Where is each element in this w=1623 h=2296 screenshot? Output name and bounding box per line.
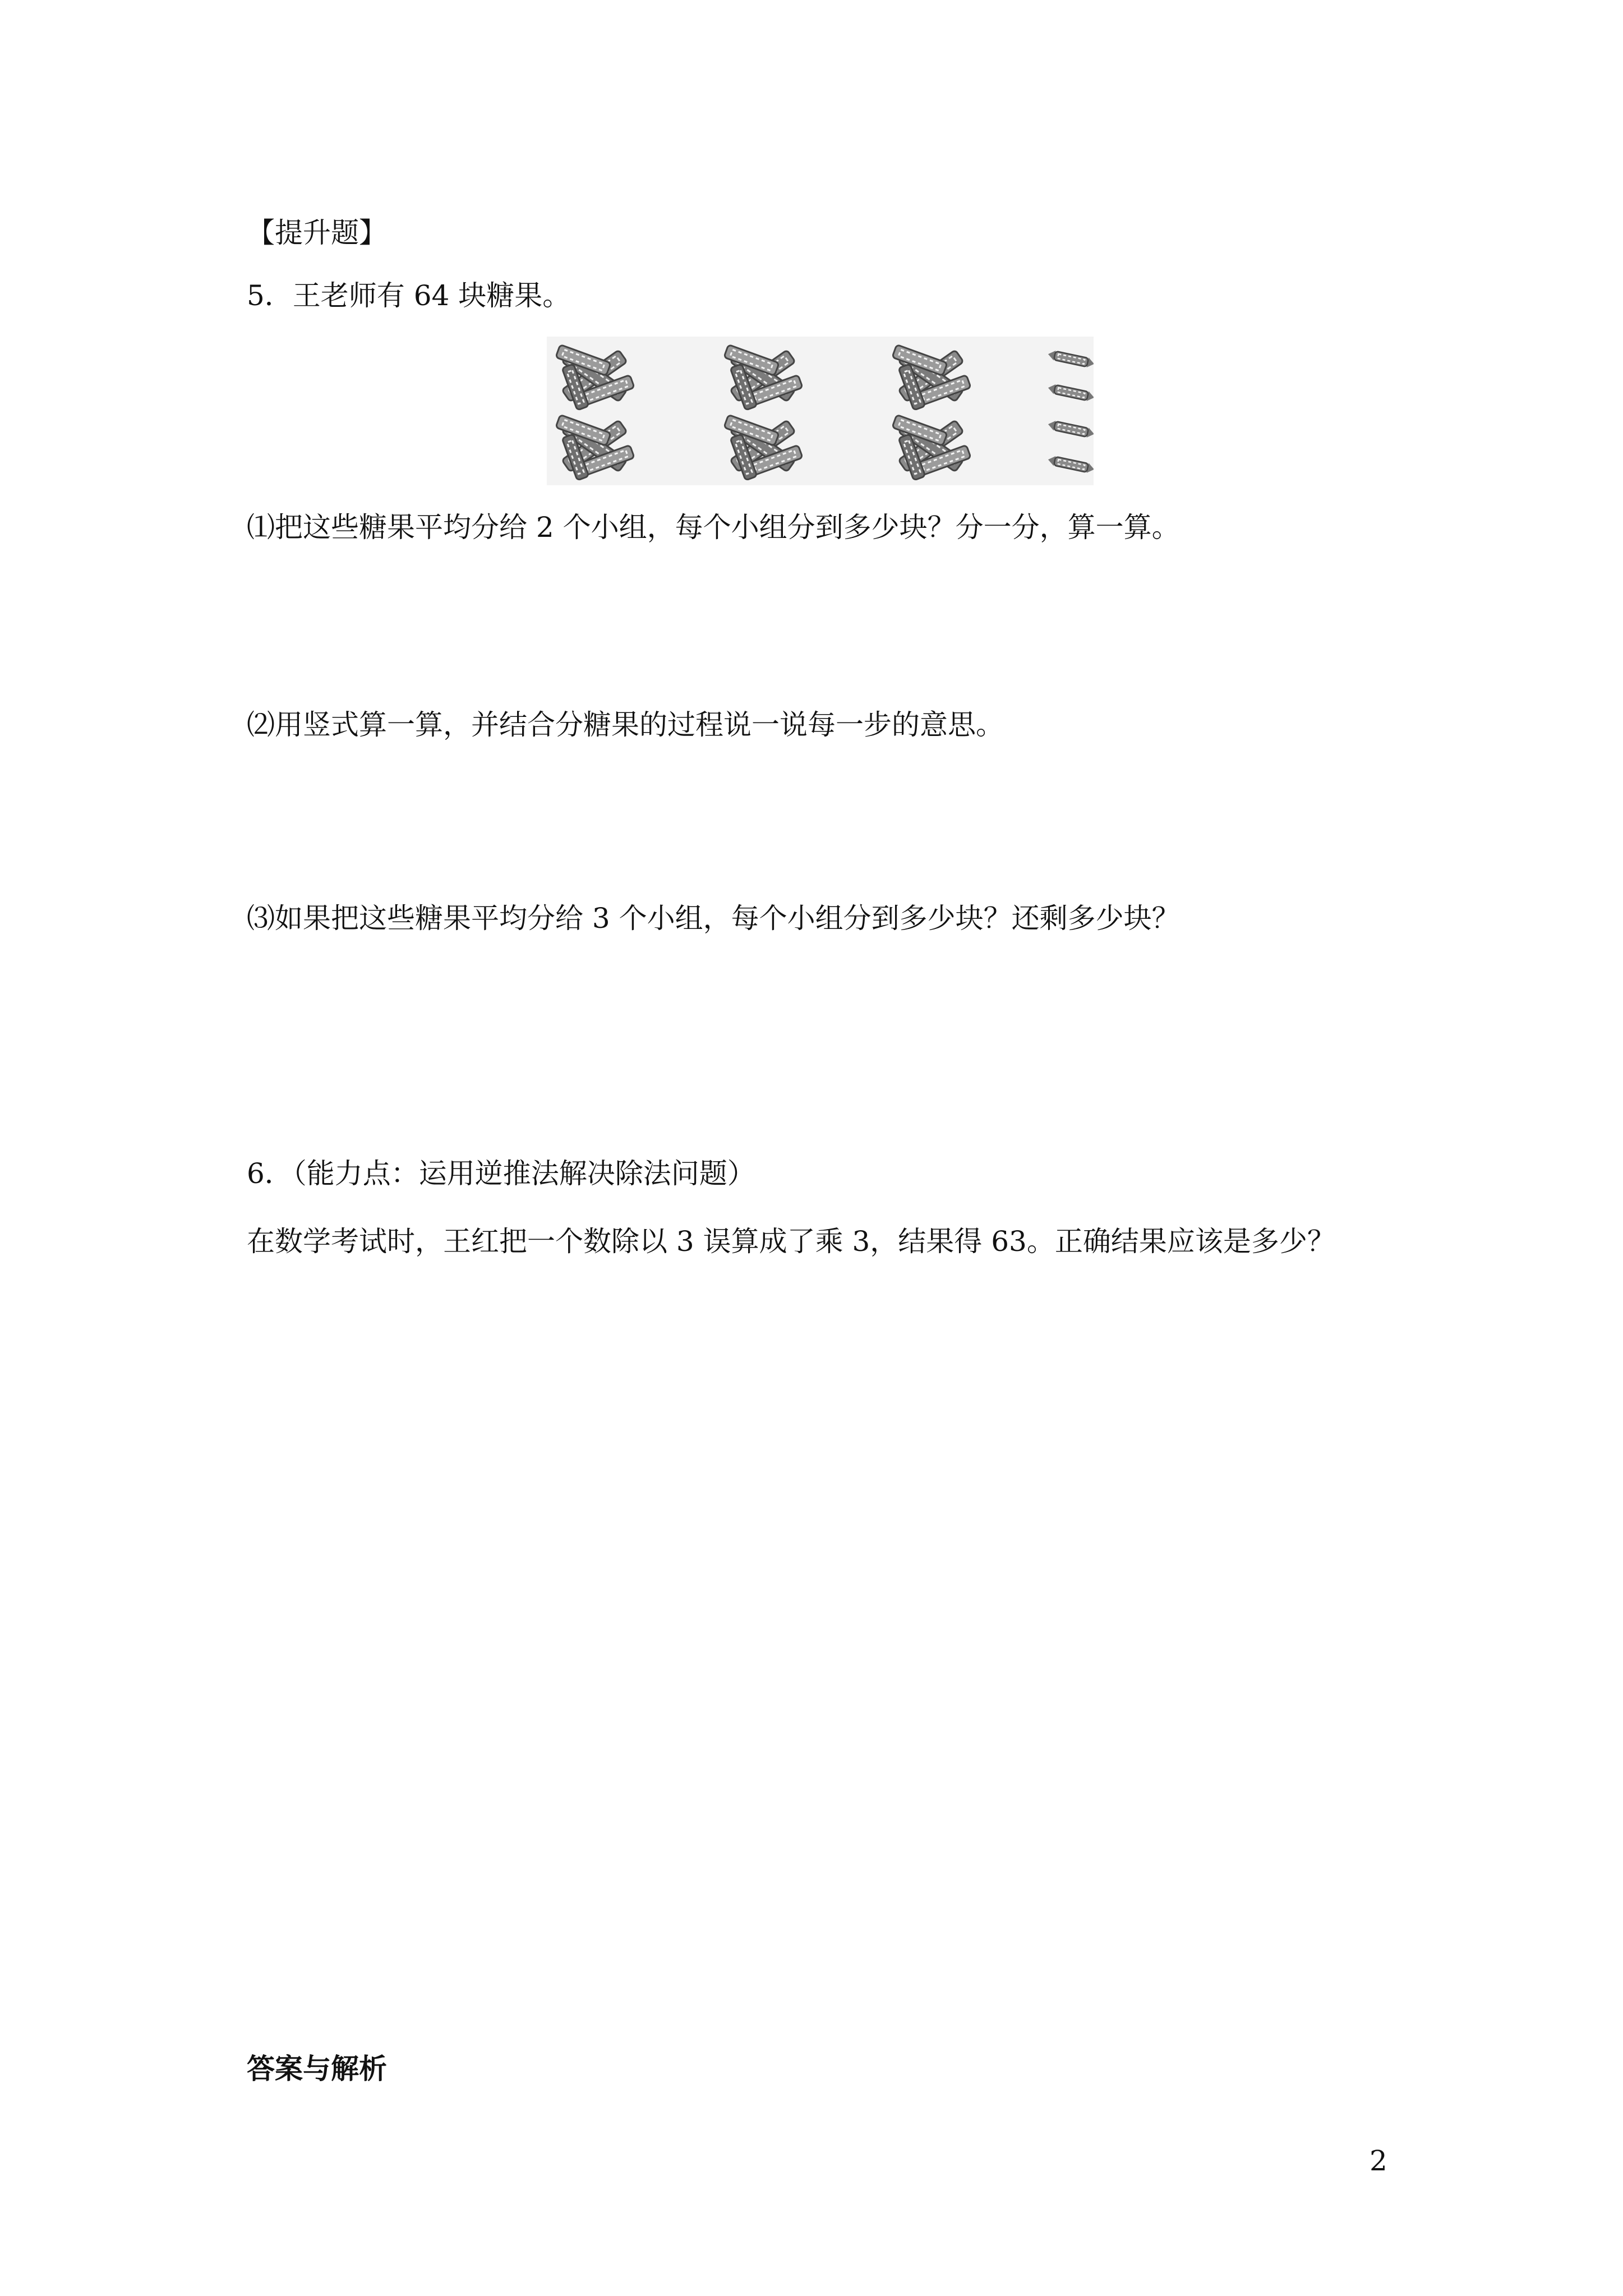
answers-section-title: 答案与解析	[247, 2052, 387, 2085]
question-6-title: 6．（能力点：运用逆推法解决除法问题）	[247, 1157, 755, 1190]
question-5-part-2: ⑵用竖式算一算，并结合分糖果的过程说一说每一步的意思。	[247, 708, 1004, 741]
question-5-intro: 5．王老师有 64 块糖果。	[247, 279, 571, 312]
question-5-part-3: ⑶如果把这些糖果平均分给 3 个小组，每个小组分到多少块？还剩多少块？	[247, 902, 1180, 935]
loose-candies	[1047, 349, 1094, 474]
candy-illustration	[547, 337, 1094, 485]
question-6-text: 在数学考试时，王红把一个数除以 3 误算成了乘 3，结果得 63。正确结果应该是多少？	[247, 1225, 1335, 1258]
page-number: 2	[1370, 2145, 1387, 2177]
candy-figure	[547, 337, 1094, 485]
candy-bundles	[556, 344, 971, 480]
section-title: 【提升题】	[247, 217, 387, 249]
question-5-part-1: ⑴把这些糖果平均分给 2 个小组，每个小组分到多少块？分一分，算一算。	[247, 511, 1180, 544]
